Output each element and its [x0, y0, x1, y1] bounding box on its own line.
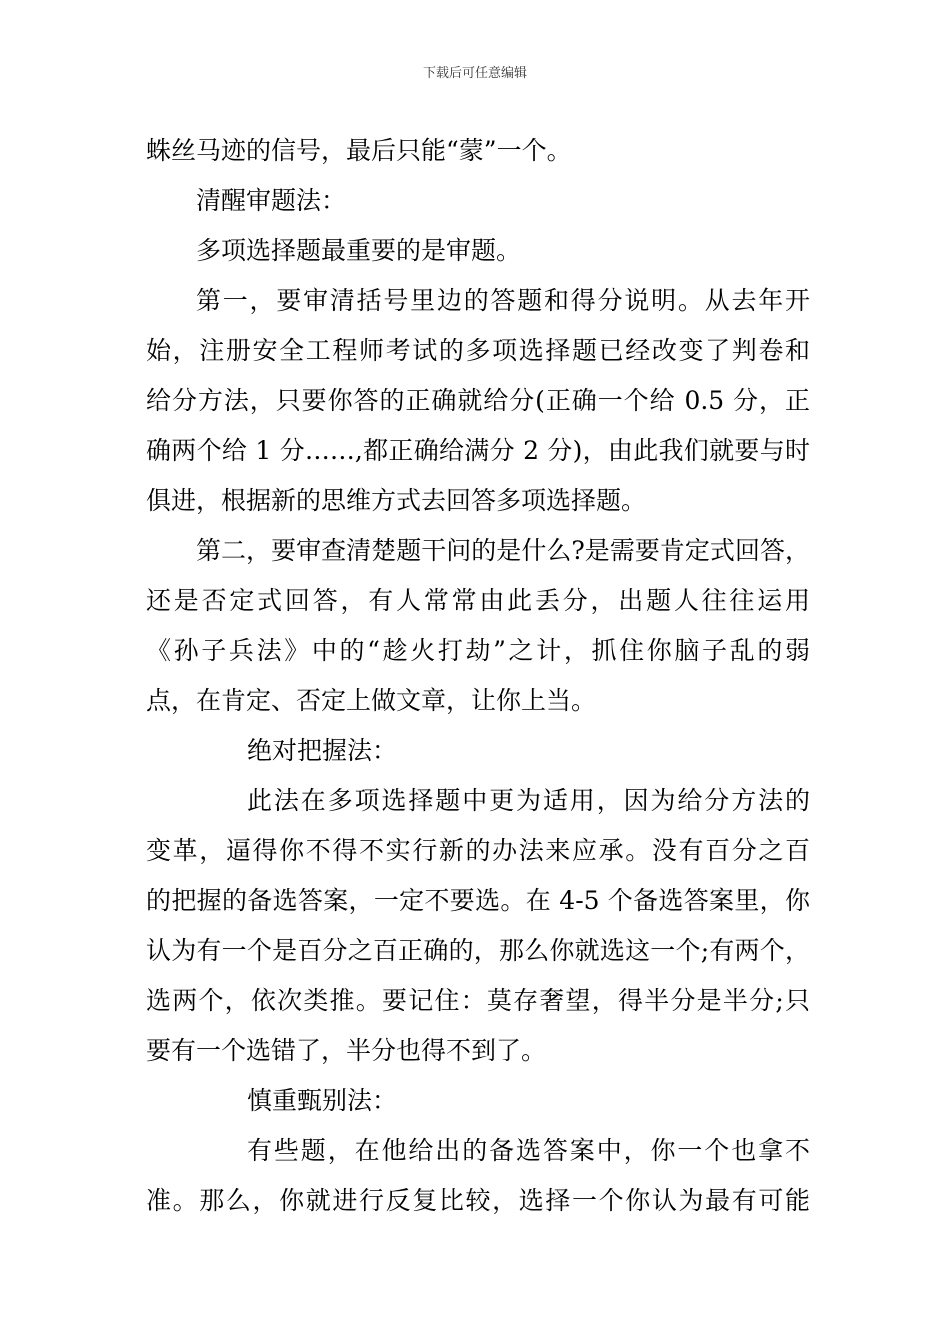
text-line: 的把握的备选答案，一定不要选。在 4-5 个备选答案里，你 — [146, 886, 810, 915]
text-line: 点，在肯定、否定上做文章，让你上当。 — [146, 686, 597, 715]
text-line: 准。那么，你就进行反复比较，选择一个你认为最有可能 — [146, 1186, 810, 1215]
text-line: 有些题，在他给出的备选答案中，你一个也拿不 — [247, 1136, 810, 1165]
text-line: 清醒审题法： — [196, 186, 347, 215]
text-line: 要有一个选错了，半分也得不到了。 — [146, 1036, 547, 1065]
text-line: 此法在多项选择题中更为适用，因为给分方法的 — [247, 786, 810, 815]
body-text — [146, 126, 810, 1226]
text-line: 《孙子兵法》中的“趁火打劫”之计，抓住你脑子乱的弱 — [146, 636, 810, 665]
text-line: 绝对把握法： — [247, 736, 398, 765]
page-header: 下载后可任意编辑 — [422, 66, 527, 81]
text-line: 第一，要审清括号里边的答题和得分说明。从去年开 — [196, 286, 810, 315]
text-line: 还是否定式回答，有人常常由此丢分，出题人往往运用 — [146, 586, 810, 615]
text-line: 多项选择题最重要的是审题。 — [196, 236, 522, 265]
text-line: 给分方法，只要你答的正确就给分(正确一个给 0.5 分，正 — [146, 386, 810, 415]
text-line: 确两个给 1 分……,都正确给满分 2 分)，由此我们就要与时 — [146, 436, 810, 465]
text-line: 变革，逼得你不得不实行新的办法来应承。没有百分之百 — [146, 836, 810, 865]
text-line: 蛛丝马迹的信号，最后只能“蒙”一个。 — [146, 136, 572, 165]
text-line: 慎重甄别法： — [247, 1086, 398, 1115]
text-line: 始，注册安全工程师考试的多项选择题已经改变了判卷和 — [146, 336, 810, 365]
text-line: 认为有一个是百分之百正确的，那么你就选这一个;有两个， — [146, 936, 810, 965]
text-line: 选两个，依次类推。要记住：莫存奢望，得半分是半分;只 — [146, 986, 810, 1015]
text-line: 俱进，根据新的思维方式去回答多项选择题。 — [146, 486, 647, 515]
text-line: 第二，要审查清楚题干问的是什么?是需要肯定式回答， — [196, 536, 810, 565]
